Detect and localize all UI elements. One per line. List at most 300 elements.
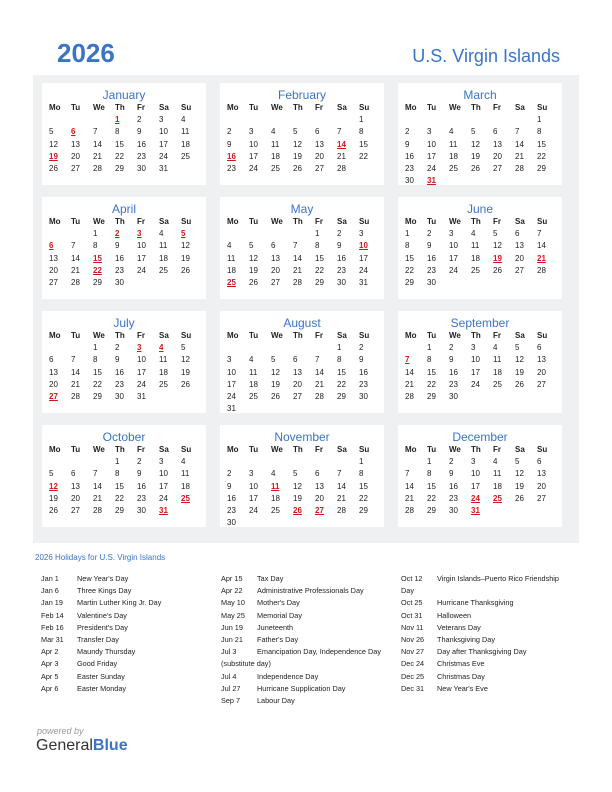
weekday-header: Sa [337,217,347,226]
day-cell: 18 [249,379,258,389]
holiday-day: 6 [71,127,76,137]
day-cell: 26 [271,392,280,402]
day-cell: 3 [471,343,476,352]
holiday-day: 21 [537,253,546,263]
day-cell: 28 [337,506,346,516]
day-cell: 12 [293,139,302,149]
day-cell: 23 [137,493,146,503]
day-cell: 30 [427,278,436,288]
day-cell: 18 [227,265,236,275]
day-cell: 10 [471,469,480,479]
holiday-date: Jul 4 [221,671,237,681]
day-cell: 24 [137,379,146,389]
day-cell: 26 [493,265,502,275]
month-december [398,425,562,527]
month-name: October [102,430,146,444]
weekday-header: Su [181,331,192,340]
day-cell: 3 [159,115,164,124]
day-cell: 25 [271,506,280,516]
day-cell: 16 [405,151,414,161]
day-cell: 5 [515,457,520,466]
day-cell: 2 [227,127,232,137]
day-cell: 22 [115,493,124,503]
empty-cell [491,114,513,126]
month-february [220,83,384,185]
day-cell: 18 [159,367,168,377]
day-cell: 22 [337,379,346,389]
holiday-day: 11 [271,481,280,491]
day-cell: 26 [181,379,190,389]
day-cell: 25 [159,265,168,275]
day-cell: 30 [137,164,146,174]
brand-logo[interactable] [36,737,128,755]
day-grid [403,444,557,517]
weekday-header: Sa [337,103,347,112]
day-cell: 4 [181,115,186,124]
day-cell: 15 [359,139,368,149]
holiday-row [401,585,577,597]
day-cell: 30 [449,392,458,402]
day-cell: 14 [515,139,524,149]
holiday-day: 4 [159,343,164,352]
day-cell: 2 [137,115,142,124]
holiday-date: Dec 31 [401,683,425,693]
day-cell: 29 [337,392,346,402]
day-cell: 14 [71,367,80,377]
weekday-header: Sa [159,331,169,340]
day-cell: 21 [337,151,346,161]
day-cell: 26 [515,493,524,503]
holiday-name: Hurricane Supplication Day [257,683,346,693]
day-cell: 12 [515,469,524,479]
holiday-row [401,597,577,609]
holiday-name: Tax Day [257,574,284,583]
day-cell: 2 [115,343,120,352]
day-grid [225,102,379,175]
day-cell: 23 [449,493,458,503]
holiday-row [221,597,397,609]
day-grid [403,330,557,403]
holiday-row [41,585,217,597]
day-cell: 28 [537,265,546,275]
empty-cell [47,456,69,468]
weekday-header: Tu [249,331,259,340]
holiday-date: Oct 25 [401,598,423,608]
weekday-header: Th [115,331,125,340]
day-cell: 31 [227,404,236,414]
day-cell: 2 [405,127,410,137]
day-cell: 15 [359,481,368,491]
day-cell: 27 [315,164,324,174]
day-cell: 27 [49,278,58,288]
day-cell: 11 [181,469,190,479]
holiday-date: Jun 19 [221,622,243,632]
day-cell: 18 [449,151,458,161]
empty-cell [247,342,269,354]
day-cell: 18 [271,493,280,503]
day-cell: 18 [493,481,502,491]
day-cell: 7 [405,469,410,479]
empty-cell [291,456,313,468]
day-cell: 16 [227,493,236,503]
holiday-column [221,573,397,707]
day-cell: 5 [49,127,54,137]
day-cell: 20 [293,379,302,389]
day-cell: 16 [115,367,124,377]
day-cell: 8 [359,469,364,479]
day-cell: 7 [293,241,298,251]
day-cell: 21 [93,151,102,161]
holiday-date: Jul 3 [221,647,237,657]
day-grid [225,330,379,416]
day-cell: 5 [493,229,498,238]
day-cell: 6 [293,355,298,365]
weekday-header: We [449,445,461,454]
day-cell: 8 [315,241,320,251]
empty-cell [247,228,269,240]
weekday-header: Tu [427,103,437,112]
day-cell: 16 [137,481,146,491]
weekday-header: Th [471,217,481,226]
day-cell: 29 [115,164,124,174]
day-cell: 20 [537,367,546,377]
day-cell: 2 [427,229,432,238]
day-cell: 11 [449,139,458,149]
holiday-date: Feb 14 [41,610,64,620]
day-cell: 1 [537,115,542,124]
day-cell: 8 [93,355,98,365]
day-cell: 24 [427,164,436,174]
weekday-header: Fr [493,331,501,340]
day-cell: 24 [159,493,168,503]
day-cell: 10 [159,469,168,479]
month-november [220,425,384,527]
empty-cell [225,228,247,240]
day-cell: 10 [137,355,146,365]
weekday-header: Mo [49,103,61,112]
weekday-header: Tu [427,331,437,340]
day-cell: 20 [493,151,502,161]
holiday-date: Sep 7 [221,696,241,706]
day-cell: 28 [405,392,414,402]
weekday-header: Mo [405,103,417,112]
empty-cell [313,342,335,354]
day-cell: 29 [427,506,436,516]
empty-cell [291,342,313,354]
day-grid [47,102,201,175]
holiday-day: 16 [227,151,236,161]
month-name: September [450,316,510,330]
day-cell: 14 [405,367,414,377]
day-cell: 4 [181,457,186,466]
weekday-header: Fr [493,103,501,112]
weekday-header: We [271,217,283,226]
day-cell: 19 [249,265,258,275]
weekday-header: Sa [515,445,525,454]
holiday-day: 10 [359,241,368,251]
empty-cell [403,114,425,126]
holiday-date: Apr 6 [41,683,59,693]
day-cell: 27 [271,278,280,288]
empty-cell [469,114,491,126]
weekday-header: Tu [71,331,81,340]
holiday-date: Nov 26 [401,635,425,645]
day-cell: 21 [293,265,302,275]
day-cell: 20 [71,151,80,161]
day-cell: 15 [405,253,414,263]
holiday-row [221,585,397,597]
day-cell: 15 [427,367,436,377]
day-cell: 25 [493,379,502,389]
holiday-row [41,610,217,622]
holiday-row [41,634,217,646]
weekday-header: Su [359,103,370,112]
holiday-row [41,683,217,695]
day-cell: 24 [471,379,480,389]
weekday-header: Th [471,103,481,112]
holiday-row [401,658,577,670]
day-cell: 28 [405,506,414,516]
holiday-name: Martin Luther King Jr. Day [77,598,162,608]
holiday-name: Easter Sunday [77,671,125,681]
day-cell: 4 [249,355,254,365]
holiday-name: Independence Day [257,671,319,681]
day-cell: 22 [405,265,414,275]
empty-cell [335,114,357,126]
holiday-row [221,695,397,707]
holiday-row [401,671,577,683]
weekday-header: We [271,445,283,454]
weekday-header: Su [537,445,548,454]
day-cell: 14 [293,253,302,263]
day-cell: 5 [49,469,54,479]
weekday-header: Th [115,217,125,226]
weekday-header: Sa [515,217,525,226]
weekday-header: Su [181,103,192,112]
holiday-name: Juneteenth [257,622,294,632]
weekday-header: Su [537,217,548,226]
weekday-header: Th [293,103,303,112]
day-cell: 22 [427,379,436,389]
month-january [42,83,206,185]
day-cell: 23 [227,506,236,516]
day-cell: 4 [159,229,164,238]
day-grid [403,216,557,289]
weekday-header: We [271,331,283,340]
day-cell: 28 [315,392,324,402]
day-cell: 26 [49,164,58,174]
day-cell: 11 [493,469,502,479]
day-cell: 21 [71,265,80,275]
day-cell: 9 [337,241,342,251]
day-cell: 19 [271,379,280,389]
day-cell: 9 [449,469,454,479]
day-cell: 8 [405,241,410,251]
weekday-header: Sa [515,331,525,340]
holiday-row [401,646,577,658]
day-cell: 8 [427,355,432,365]
day-cell: 30 [115,278,124,288]
holiday-row [221,622,397,634]
day-cell: 2 [449,343,454,352]
weekday-header: Fr [137,217,145,226]
day-cell: 24 [159,151,168,161]
holiday-name: Thanksgiving Day [437,635,495,645]
month-name: August [283,316,321,330]
holiday-day: 3 [137,343,142,352]
empty-cell [425,114,447,126]
day-grid [47,216,201,289]
day-cell: 10 [159,127,168,137]
holiday-name: Veterans Day [437,622,481,632]
day-cell: 13 [49,367,58,377]
day-cell: 24 [249,164,258,174]
month-october [42,425,206,527]
day-cell: 17 [427,151,436,161]
day-cell: 28 [93,164,102,174]
empty-cell [269,114,291,126]
day-cell: 6 [271,241,276,251]
day-cell: 26 [515,379,524,389]
day-cell: 20 [315,493,324,503]
holiday-row [41,573,217,585]
day-cell: 3 [427,127,432,137]
weekday-header: Sa [159,217,169,226]
holiday-row [401,610,577,622]
day-cell: 2 [137,457,142,466]
weekday-header: Sa [337,331,347,340]
day-cell: 18 [159,253,168,263]
day-cell: 15 [337,367,346,377]
holiday-day: 7 [405,355,410,365]
holiday-name: Halloween [437,610,472,620]
day-cell: 23 [427,265,436,275]
day-cell: 1 [405,229,410,238]
day-cell: 3 [471,457,476,466]
day-cell: 17 [137,367,146,377]
empty-cell [225,342,247,354]
weekday-header: Fr [137,103,145,112]
weekday-header: We [93,103,105,112]
day-cell: 9 [115,241,120,251]
holiday-row [221,573,397,585]
weekday-header: Sa [515,103,525,112]
weekday-header: We [449,331,461,340]
holiday-day: 5 [181,229,186,238]
day-cell: 5 [293,127,298,137]
day-cell: 22 [115,151,124,161]
day-cell: 5 [471,127,476,137]
day-cell: 29 [405,278,414,288]
holiday-row [401,634,577,646]
holiday-row [41,671,217,683]
day-cell: 19 [293,493,302,503]
day-cell: 8 [427,469,432,479]
holiday-row [41,646,217,658]
holiday-date: May 25 [221,610,245,620]
day-cell: 12 [49,139,58,149]
day-cell: 11 [471,241,480,251]
day-cell: 19 [49,493,58,503]
day-cell: 18 [181,481,190,491]
holiday-day: 27 [315,506,324,516]
day-cell: 9 [449,355,454,365]
holiday-name: Maundy Thursday [77,647,136,657]
day-cell: 21 [71,379,80,389]
holiday-date: Oct 12 [401,574,423,583]
day-cell: 23 [337,265,346,275]
day-cell: 9 [427,241,432,251]
weekday-header: Mo [227,445,239,454]
day-cell: 24 [249,506,258,516]
day-cell: 18 [471,253,480,263]
weekday-header: Th [471,331,481,340]
day-cell: 4 [271,127,276,137]
weekday-header: Fr [137,445,145,454]
weekday-header: Tu [249,103,259,112]
day-cell: 17 [137,253,146,263]
day-cell: 23 [449,379,458,389]
day-cell: 25 [249,392,258,402]
weekday-header: Mo [405,445,417,454]
holiday-name: Transfer Day [77,635,119,645]
day-cell: 10 [227,367,236,377]
day-cell: 4 [449,127,454,137]
day-cell: 14 [93,481,102,491]
weekday-header: We [271,103,283,112]
day-cell: 27 [515,265,524,275]
day-cell: 8 [359,127,364,137]
day-cell: 25 [271,164,280,174]
day-cell: 11 [493,355,502,365]
weekday-header: We [449,103,461,112]
day-cell: 7 [537,229,542,238]
day-cell: 31 [137,392,146,402]
weekday-header: Tu [71,445,81,454]
day-cell: 28 [293,278,302,288]
day-cell: 13 [293,367,302,377]
day-cell: 26 [471,164,480,174]
day-cell: 7 [337,127,342,137]
holiday-name: New Year's Eve [437,683,488,693]
month-september [398,311,562,413]
day-cell: 8 [337,355,342,365]
day-cell: 22 [427,493,436,503]
weekday-header: We [93,445,105,454]
day-cell: 30 [227,518,236,528]
month-name: February [277,88,327,102]
weekday-header: Fr [493,445,501,454]
month-name: April [111,202,136,216]
holiday-row [221,658,397,670]
day-cell: 13 [315,139,324,149]
weekday-header: Tu [427,445,437,454]
day-cell: 12 [249,253,258,263]
day-cell: 8 [115,469,120,479]
holiday-day: 25 [181,493,190,503]
weekday-header: Mo [405,217,417,226]
empty-cell [225,114,247,126]
day-cell: 17 [159,481,168,491]
weekday-header: Tu [249,445,259,454]
day-cell: 23 [227,164,236,174]
holiday-day: 27 [49,392,58,402]
holiday-name: Day after Thanksgiving Day [437,647,527,657]
day-cell: 17 [159,139,168,149]
day-cell: 13 [71,139,80,149]
day-cell: 20 [315,151,324,161]
weekday-header: Fr [493,217,501,226]
